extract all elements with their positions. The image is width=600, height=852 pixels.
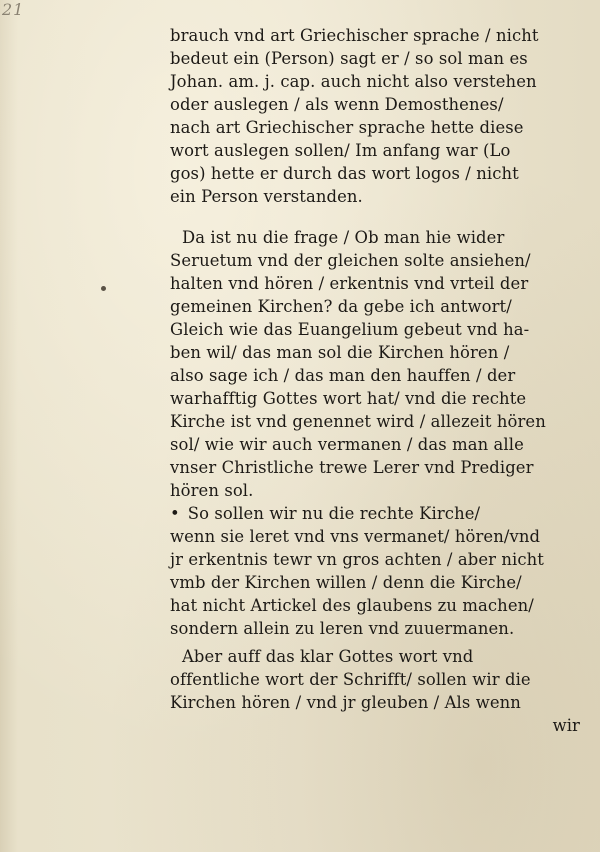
- text-line: Aber auff das klar Gottes wort vnd: [182, 647, 474, 666]
- text-line: jr erkentnis tewr vn gros achten / aber nicht: [170, 550, 544, 569]
- margin-dot: [101, 286, 106, 291]
- text-line: ein Person verstanden.: [170, 187, 363, 206]
- text-line: Seruetum vnd der gleichen solte ansiehen/: [170, 251, 531, 270]
- bullet-icon: •: [170, 504, 180, 523]
- text-line: Johan. am. j. cap. auch nicht also verstehen: [170, 72, 537, 91]
- text-line: wort auslegen sollen/ Im anfang war (Lo: [170, 141, 511, 160]
- text-line: Gleich wie das Euangelium gebeut vnd ha-: [170, 320, 530, 339]
- page-number: 21: [2, 0, 25, 19]
- text-line: vnser Christliche trewe Lerer vnd Prediger: [170, 458, 534, 477]
- text-line: oder auslegen / als wenn Demosthenes/: [170, 95, 504, 114]
- text-line: gemeinen Kirchen? da gebe ich antwort/: [170, 297, 512, 316]
- text-line-content: So sollen wir nu die rechte Kirche/: [187, 504, 481, 523]
- text-line: vmb der Kirchen willen / denn die Kirche/: [170, 573, 522, 592]
- text-line: warhafftig Gottes wort hat/ vnd die rechte: [170, 389, 527, 408]
- text-line: hat nicht Artickel des glaubens zu machen/: [170, 596, 534, 615]
- paragraph-1: [170, 24, 580, 208]
- text-line: sondern allein zu leren vnd zuuermanen.: [170, 619, 515, 638]
- text-line: [170, 502, 580, 525]
- catchword: wir: [552, 716, 580, 735]
- text-line: Kirche ist vnd genennet wird / allezeit hören: [170, 412, 546, 431]
- text-line: ben wil/ das man sol die Kirchen hören /: [170, 343, 510, 362]
- text-line: gos) hette er durch das wort logos / nicht: [170, 164, 519, 183]
- text-line: Da ist nu die frage / Ob man hie wider: [182, 228, 505, 247]
- text-line: Kirchen hören / vnd jr gleuben / Als wenn: [170, 693, 521, 712]
- text-line: hören sol.: [170, 481, 254, 500]
- text-line: wenn sie leret vnd vns vermanet/ hören/vnd: [170, 527, 541, 546]
- text-line: halten vnd hören / erkentnis vnd vrteil der: [170, 274, 529, 293]
- text-line: brauch vnd art Griechischer sprache / nicht: [170, 26, 539, 45]
- text-line: bedeut ein (Person) sagt er / so sol man es: [170, 49, 528, 68]
- text-line: sol/ wie wir auch vermanen / das man alle: [170, 435, 524, 454]
- text-line: also sage ich / das man den hauffen / der: [170, 366, 516, 385]
- paragraph-3: [170, 645, 580, 737]
- text-line: nach art Griechischer sprache hette diese: [170, 118, 524, 137]
- text-line: offentliche wort der Schrifft/ sollen wir die: [170, 670, 531, 689]
- paragraph-2: [170, 226, 580, 640]
